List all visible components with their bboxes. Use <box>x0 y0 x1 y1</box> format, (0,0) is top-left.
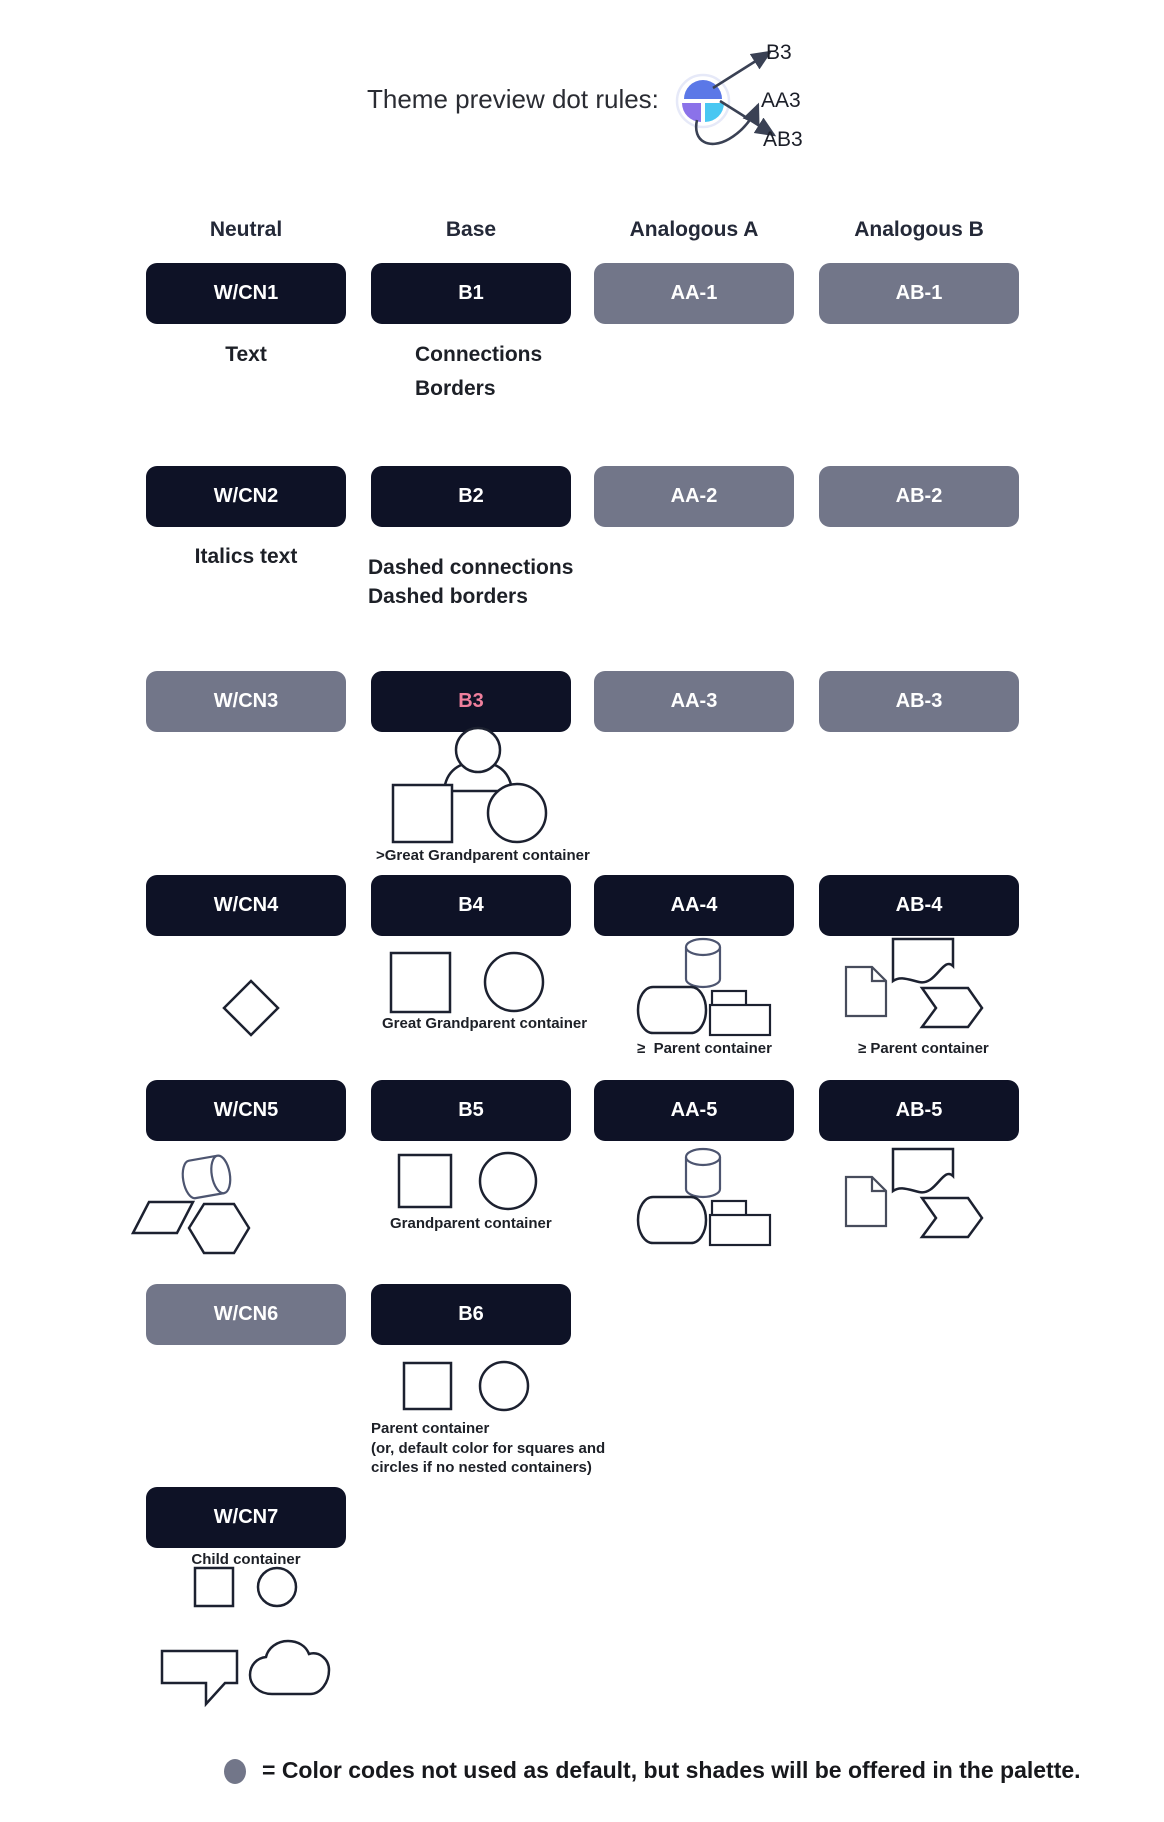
person-shoulders-icon <box>444 762 512 791</box>
diamond-icon <box>224 981 278 1035</box>
folder-tab-icon <box>712 991 746 1007</box>
note-dashed-connections: Dashed connections <box>368 556 574 579</box>
legend-text: = Color codes not used as default, but shades will be offered in the palette. <box>262 1757 1081 1783</box>
column-header-analogous-a: Analogous A <box>629 218 759 241</box>
caption-parent-ab: ≥ Parent container <box>858 1040 989 1057</box>
page-title: Theme preview dot rules: <box>367 84 659 114</box>
swatch-aa2[interactable]: AA-2 <box>594 466 794 527</box>
caption-parent-line1: Parent container <box>371 1420 490 1437</box>
page-fold-icon <box>872 967 886 981</box>
square-icon <box>393 785 452 842</box>
caption-parent-line3: circles if no nested containers) <box>371 1459 592 1476</box>
caption-great-grandparent-gt: >Great Grandparent container <box>376 847 590 864</box>
swatch-wcn5[interactable]: W/CN5 <box>146 1080 346 1141</box>
speech-bubble-icon <box>162 1651 237 1704</box>
swatch-wcn1[interactable]: W/CN1 <box>146 263 346 324</box>
page-document-chevron-shapes-ab5 <box>846 1149 982 1237</box>
wavy-document-icon <box>893 939 953 982</box>
note-dashed-borders: Dashed borders <box>368 585 528 608</box>
person-square-circle-shapes <box>393 728 546 842</box>
square-circle-b5 <box>399 1153 536 1209</box>
dot-label-b3: B3 <box>766 41 792 64</box>
legend-gray-dot-icon <box>224 1759 246 1784</box>
swatch-ab4[interactable]: AB-4 <box>819 875 1019 936</box>
chevron-icon <box>922 988 982 1027</box>
caption-child-container: Child container <box>191 1551 301 1568</box>
swatch-b4[interactable]: B4 <box>371 875 571 936</box>
horizontal-cylinder-icon <box>180 1154 233 1200</box>
swatch-aa1[interactable]: AA-1 <box>594 263 794 324</box>
square-icon <box>195 1568 233 1606</box>
circle-icon <box>488 784 546 842</box>
circle-icon <box>258 1568 296 1606</box>
note-text: Text <box>225 343 267 366</box>
dot-segment-base-icon <box>684 80 722 99</box>
swatch-ab2[interactable]: AB-2 <box>819 466 1019 527</box>
note-italics-text: Italics text <box>194 545 298 568</box>
swatch-wcn6[interactable]: W/CN6 <box>146 1284 346 1345</box>
cylinder-parallelogram-hexagon-shapes <box>133 1154 249 1253</box>
note-connections: Connections <box>415 343 543 366</box>
caption-grandparent: Grandparent container <box>390 1215 552 1232</box>
swatch-wcn3[interactable]: W/CN3 <box>146 671 346 732</box>
stored-data-icon <box>638 987 706 1033</box>
dot-label-aa3: AA3 <box>761 89 801 112</box>
parallelogram-icon <box>133 1202 193 1233</box>
square-icon <box>404 1363 451 1409</box>
column-header-base: Base <box>445 218 497 241</box>
square-circle-b4 <box>391 953 543 1012</box>
square-circle-wcn7 <box>195 1568 296 1606</box>
swatch-b3[interactable]: B3 <box>371 671 571 732</box>
person-head-icon <box>456 728 500 772</box>
swatch-aa3[interactable]: AA-3 <box>594 671 794 732</box>
speech-bubble-cloud-shapes <box>162 1641 329 1704</box>
swatch-ab5[interactable]: AB-5 <box>819 1080 1019 1141</box>
circle-icon <box>485 953 543 1011</box>
swatch-b1[interactable]: B1 <box>371 263 571 324</box>
arrow-to-b3 <box>713 52 770 88</box>
cylinder-top-icon <box>686 939 720 955</box>
column-header-neutral: Neutral <box>209 218 283 241</box>
cylinder-icon <box>686 947 720 987</box>
swatch-aa4[interactable]: AA-4 <box>594 875 794 936</box>
swatch-wcn7[interactable]: W/CN7 <box>146 1487 346 1548</box>
swatch-ab1[interactable]: AB-1 <box>819 263 1019 324</box>
square-circle-b6 <box>404 1362 528 1410</box>
note-borders: Borders <box>415 377 496 400</box>
folder-body-icon <box>710 1005 770 1035</box>
dot-label-ab3: AB3 <box>763 128 803 151</box>
square-icon <box>399 1155 451 1207</box>
swatch-wcn2[interactable]: W/CN2 <box>146 466 346 527</box>
cloud-icon <box>250 1641 329 1694</box>
swatch-b2[interactable]: B2 <box>371 466 571 527</box>
database-storeddata-folder-shapes-aa5 <box>638 1149 770 1245</box>
caption-parent-aa: ≥ Parent container <box>637 1040 772 1057</box>
swatch-wcn4[interactable]: W/CN4 <box>146 875 346 936</box>
swatch-ab3[interactable]: AB-3 <box>819 671 1019 732</box>
swatch-b5[interactable]: B5 <box>371 1080 571 1141</box>
square-icon <box>391 953 450 1012</box>
caption-great-grandparent: Great Grandparent container <box>382 1015 588 1032</box>
circle-icon <box>480 1153 536 1209</box>
column-header-analogous-b: Analogous B <box>854 218 984 241</box>
page-icon <box>846 967 886 1016</box>
circle-icon <box>480 1362 528 1410</box>
database-storeddata-folder-shapes <box>638 939 770 1035</box>
caption-parent-line2: (or, default color for squares and <box>371 1440 606 1457</box>
hexagon-icon <box>189 1204 249 1253</box>
swatch-aa5[interactable]: AA-5 <box>594 1080 794 1141</box>
page-document-chevron-shapes <box>846 939 982 1027</box>
swatch-b6[interactable]: B6 <box>371 1284 571 1345</box>
